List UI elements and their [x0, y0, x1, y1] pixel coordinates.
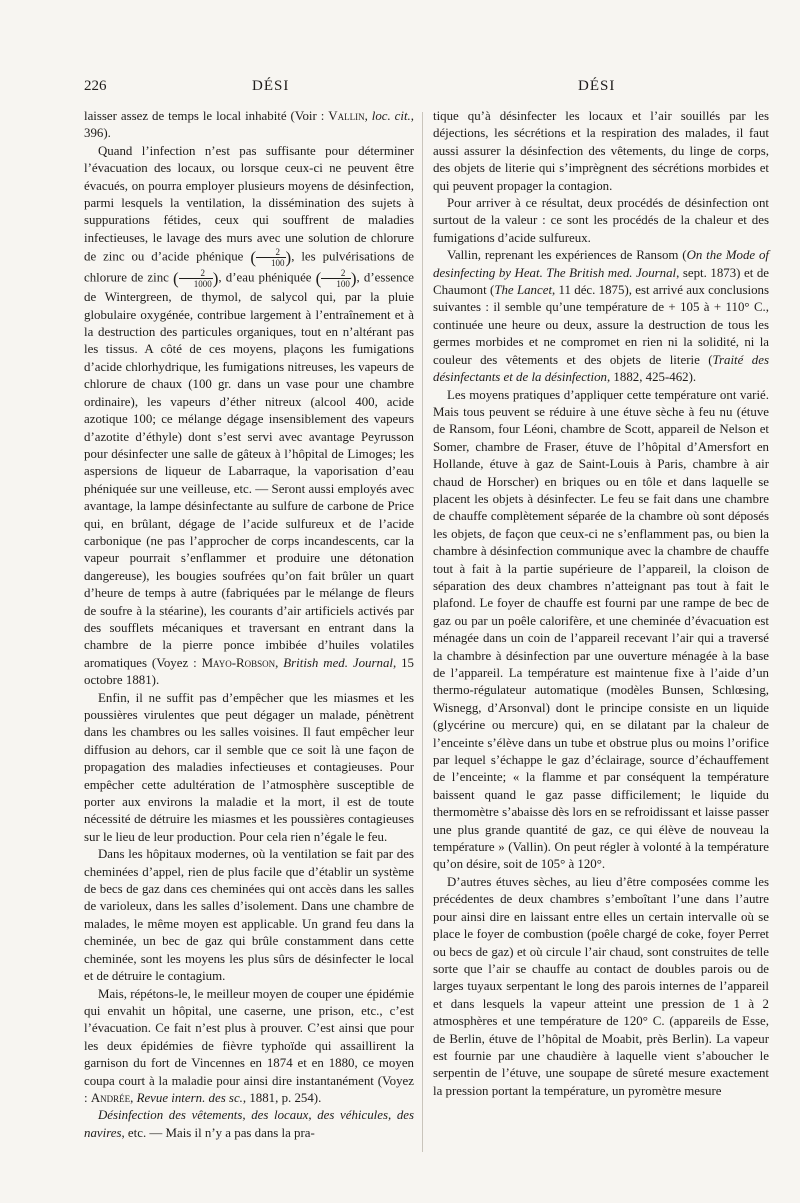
- fraction: $\frac{2}{100}$: [256, 247, 286, 268]
- running-head-left: DÉSI: [252, 78, 290, 94]
- column-divider: [422, 112, 423, 1152]
- left-column: [84, 108, 414, 1142]
- paragraph: Mais, répétons-le, le meilleur moyen de couper une épidémie qui envahit un hôpital, une caserne, une prison, etc., c’est l’évacuation. Ce fait n’est plus à prouver. C’est ainsi que pour les deux épidémies de fièvre typhoïde qui assaillirent la garnison du fort de Vincennes en 1874 et en 1880, ce moyen coupa court à la maladie pour ainsi dire instantanément (Voyez : Andrée, Revue intern. des sc., 1881, p. 254).: [84, 986, 414, 1105]
- paragraph: Vallin, reprenant les expériences de Ransom (On the Mode of desinfecting by Heat. The British med. Journal, sept. 1873) et de Chaumont (The Lancet, 11 déc. 1875), est arrivé aux conclusions suivantes : il semble qu’une température de + 105 à + 110° C., continuée une heure ou deux, assure la destruction de tous les germes morbides et ne compromet en rien ni la solidité, ni la couleur des vêtements et des objets de literie (Traité des désinfectants et de la désinfection, 1882, 425-462).: [433, 248, 769, 385]
- paragraph: Enfin, il ne suffit pas d’empêcher que les miasmes et les poussières virulentes que peut dégager un malade, pénètrent dans les chambres ou les salles voisines. Il faut empêcher leur diffusion au dehors, car il semble que ce soit là une façon de propagation des maladies infectieuses et contagieuses. Pour empêcher cette adultération de l’atmosphère susceptible de porter aux environs la maladie et la mort, il est de toute nécessité de détruire les miasmes et les poussières contagieuses sur le lieu de leur production. Pour cela rien n’égale le feu.: [84, 690, 414, 844]
- paragraph: D’autres étuves sèches, au lieu d’être composées comme les précédentes de deux chambres s’emboîtant l’une dans l’autre pour ainsi dire en laissant entre elles un certain intervalle où se place le foyer de combustion (poêle chargé de coke, foyer Perret ou becs de gaz) et où circule l’air chaud, sont construites de telle sorte que l’air se chauffe au contact de doubles parois ou de larges tuyaux serpentant le long des parois internes de l’appareil et dans lesquels la vapeur atteint une pression de 1 à 2 atmosphères et une température de 120° C. (appareils de Esse, de Berlin, étuve de l’hôpital de Moabit, près Berlin). La vapeur est fournie par une chaudière à laquelle vient s’aboucher le serpentin de l’étuve, une soupape de sûreté mesure exactement la pression portant la température, un pyromètre mesure: [433, 874, 769, 1098]
- page-number: 226: [84, 78, 107, 94]
- page-header: [0, 78, 800, 102]
- paragraph: Désinfection des vêtements, des locaux, des véhicules, des navires, etc. — Mais il n’y a pas dans la pra-: [84, 1108, 414, 1140]
- fraction: $\frac{2}{100}$: [321, 268, 351, 289]
- paragraph: laisser assez de temps le local inhabité (Voir : Vallin, loc. cit., 396).: [84, 109, 415, 141]
- paragraph: Les moyens pratiques d’appliquer cette température ont varié. Mais tous peuvent se réduire à une étuve sèche à feu nu (étuve de Ransom, four Léoni, chambre de Scott, appareil de Nelson et Somer, chambre de Fraser, étuve de l’hôpital d’Amersfort en Hollande, étuve à gaz de Saint-Louis à Paris, chambre à air chaud de Horscher) en briques ou en tôle et dans laquelle se placent les objets à désinfecter. Le feu se fait dans une chambre de chauffe complètement séparée de la chambre où sont déposés les objets, de façon que ceux-ci ne s’enflamment pas, ou bien la chambre à désinfection communique avec la chambre de chauffe tout à fait à la partie supérieure de l’appareil, la cloison de séparation des deux chambres n’atteignant pas tout à fait le plafond. Le foyer de chauffe est fourni par une rampe de bec de gaz ou par un poêle calorifère, et une cheminée d’évacuation est ménagée dans un coin de l’appareil recevant l’air qui a traversé la chambre à désinfection par une ouverture ménagée à la base de l’appareil. La température est maintenue fixe à l’aide d’un thermo-régulateur automatique (modèles Bunsen, Schlœsing, Wisnegg, d’Arsonval) dont le principe consiste en un liquide (glycérine ou mercure) qui, en se dilatant par la chaleur de l’enceinte s’élève dans un tube et obstrue plus ou moins l’orifice par lequel s’échappe le gaz d’éclairage, source d’échauffement de l’enceinte; « la flamme et par conséquent la température baissent quand le gaz passe difficilement; le liquide du thermomètre s’abaisse dès lors en se refroidissant et laisse passer une plus grande quantité de gaz, ce qui élève de nouveau la température » (Vallin). On peut régler à volonté à la température qu’on désire, soit de 105° à 120°.: [433, 387, 769, 872]
- right-column: [433, 108, 769, 1100]
- running-head-right: DÉSI: [578, 78, 616, 94]
- paragraph: Dans les hôpitaux modernes, où la ventilation se fait par des cheminées d’appel, rien de plus facile que d’établir un système de becs de gaz dans ces cheminées qui ont accès dans les salles de varioleux, dans les salles d’isolement. Dans une chambre de malades, le même moyen est applicable. Un grand feu dans la cheminée, un bec de gaz qui brûle constamment dans cette cheminée, sont les moyens les plus sûrs de désinfecter le local et de détruire le contagium.: [84, 847, 414, 984]
- paragraph: Pour arriver à ce résultat, deux procédés de désinfection ont surtout de la valeur : ce sont les procédés de la chaleur et des fumigations d’acide sulfureux.: [433, 196, 769, 245]
- paragraph: Quand l’infection n’est pas suffisante pour déterminer l’évacuation des locaux, ou lorsque ceux-ci ne peuvent être évacués, on pourra employer plusieurs moyens de désinfection, parmi lesquels la ventilation, la dissémination des sujets à suppurations fétides, ceux qui souffrent de maladies infectieuses, le lavage des murs avec une solution de chlorure de zinc ou d’acide phénique ( $\frac{2}{100}$ ), les pulvérisations de chlorure de zinc ( $\frac{2}{1000}$ ), d’eau phéniquée ( $\frac{2}{100}$ ), d’essence de Wintergreen, de thymol, de salycol qui, par la pluie globulaire oxygénée, contribue largement à l’entraînement et à la destruction des particules organiques, tout en n’altérant pas les tissus. A côté de ces moyens, plaçons les fumigations d’acide chlorhydrique, les fumigations nitreuses, les vapeurs de chlorure de chaux (100 gr. dans un vase pour une chambre ordinaire), les vapeurs d’éther nitreux (alcool 400, acide azotique 100; ce mélange dégage insensiblement des vapeurs d’azotite d’éthyle) dont s’est servi avec avantage Peyrusson pour désinfecter une salle de gâteux à l’hôpital de Limoges; les aspersions de liqueur de Labarraque, la vaporisation d’eau phéniquée sur une veilleuse, etc. — Seront aussi employés avec avantage, la lampe désinfectante au sulfure de carbone de Price qui, en brûlant, dégage de l’acide sulfureux et de l’acide carbonique (ne pas l’approcher de corps incandescents, car la vapeur pourrait s’enflammer et produire une détonation dangereuse), les bougies soufrées qu’on fait brûler un quart d’heure de temps à autre (fabriquées par le mélange de fleurs de soufre à la stéarine), les courants d’air artificiels activés par des soufflets mécaniques et traversant en entrant dans la chambre de la pierre ponce imbibée d’huiles volatiles aromatiques (Voyez : Mayo-Robson, British med. Journal, 15 octobre 1881).: [84, 143, 415, 688]
- paragraph: tique qu’à désinfecter les locaux et l’air souillés par les déjections, les sécrétions et la respiration des malades, il faut aussi assurer la désinfection des vêtements, du linge de corps, des objets de literie qui s’imprègnent des sécrétions morbides et qui peuvent propager la contagion.: [433, 109, 769, 193]
- fraction: $\frac{2}{1000}$: [179, 268, 213, 289]
